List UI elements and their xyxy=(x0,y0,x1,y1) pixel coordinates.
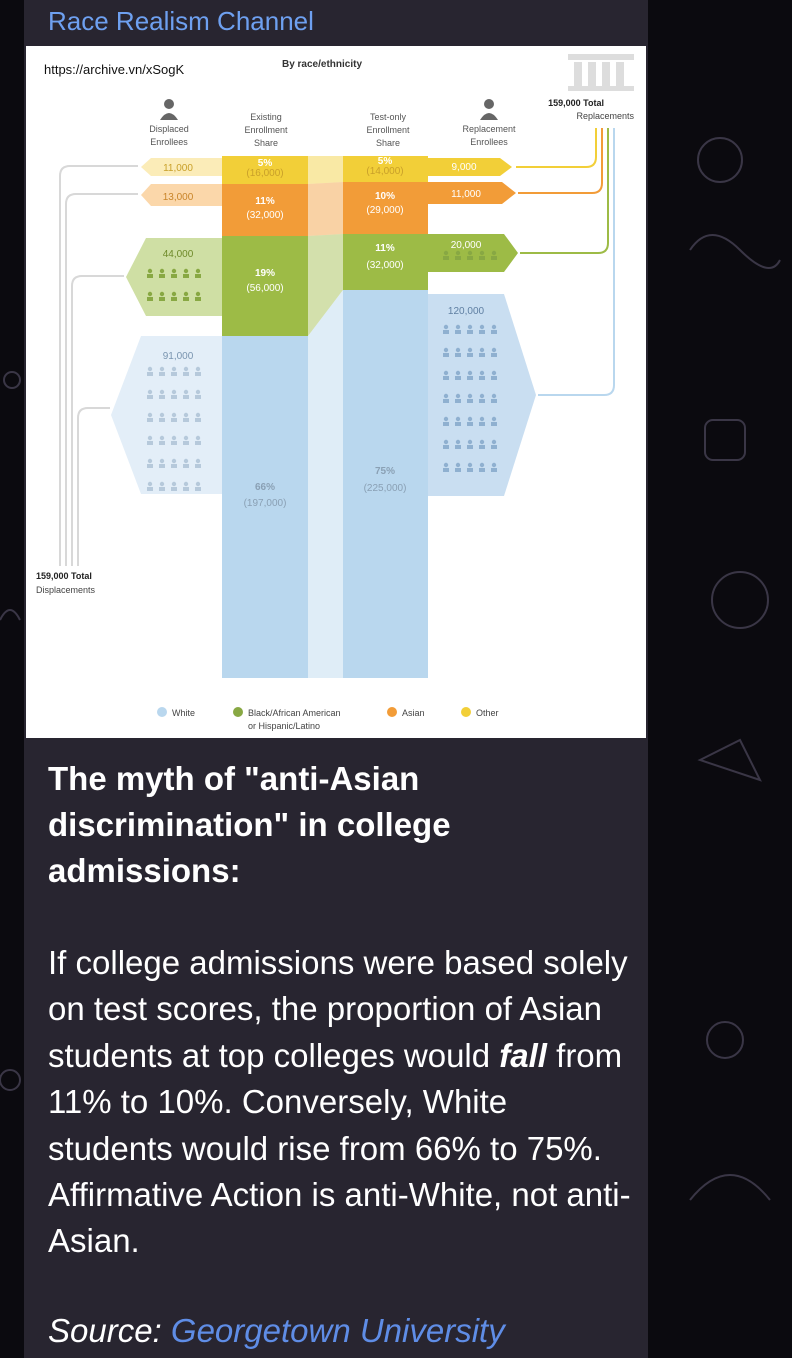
replacement-person-icon xyxy=(456,417,460,421)
displaced-person-icon xyxy=(148,292,152,296)
displaced-person-icon xyxy=(160,436,164,440)
displaced-person-icon xyxy=(148,436,152,440)
test-pct-2: 11% xyxy=(375,243,395,254)
legend-label-1: or Hispanic/Latino xyxy=(248,721,321,731)
replacement-person-icon xyxy=(455,256,461,260)
replacement-person-icon xyxy=(468,348,472,352)
displaced-person-icon xyxy=(159,297,165,301)
displaced-person-icon xyxy=(196,413,200,417)
replacement-person-icon xyxy=(468,325,472,329)
column-header: Replacement xyxy=(462,124,516,134)
column-header: Enrollees xyxy=(470,137,508,147)
replacement-person-icon xyxy=(444,463,448,467)
existing-count-2: (56,000) xyxy=(246,283,284,294)
displaced-person-icon xyxy=(195,274,201,278)
column-header: Share xyxy=(253,138,279,148)
source-link[interactable]: Georgetown University xyxy=(170,1312,505,1349)
replacement-person-icon xyxy=(492,325,496,329)
replacement-person-icon xyxy=(455,330,461,334)
total-replacements-label: 159,000 Total xyxy=(548,98,604,108)
building-base xyxy=(568,86,634,91)
displaced-person-icon xyxy=(196,482,200,486)
replacement-person-icon xyxy=(444,371,448,375)
replacement-person-icon xyxy=(492,394,496,398)
replacement-person-icon xyxy=(468,463,472,467)
displaced-person-icon xyxy=(160,459,164,463)
chart-image[interactable] xyxy=(26,46,646,738)
displaced-person-icon xyxy=(147,418,153,422)
transition-band-0 xyxy=(308,156,343,184)
replacement-person-icon xyxy=(480,417,484,421)
displaced-person-icon xyxy=(184,390,188,394)
channel-name[interactable]: Race Realism Channel xyxy=(48,6,314,36)
replacement-person-icon xyxy=(492,371,496,375)
legend-label-1: Black/African American xyxy=(248,708,341,718)
existing-pct-2: 19% xyxy=(254,268,276,279)
displaced-person-icon xyxy=(196,436,200,440)
displaced-count-3: 91,000 xyxy=(162,351,194,362)
test-count-1: (29,000) xyxy=(366,205,404,216)
displaced-person-icon xyxy=(172,459,176,463)
displaced-person-icon xyxy=(184,482,188,486)
displaced-person-icon xyxy=(160,292,164,296)
replacement-person-icon xyxy=(492,251,496,255)
displaced-person-icon xyxy=(195,297,201,301)
replacement-person-icon xyxy=(468,251,472,255)
replacement-person-icon xyxy=(468,371,472,375)
replacement-person-icon xyxy=(467,422,473,426)
replacement-person-icon xyxy=(480,394,484,398)
displaced-person-icon xyxy=(183,464,189,468)
displaced-person-icon xyxy=(183,274,189,278)
displaced-person-icon xyxy=(159,395,165,399)
right-connector-line xyxy=(516,128,596,167)
replacement-person-icon xyxy=(455,422,461,426)
replacement-person-icon xyxy=(468,394,472,398)
displaced-person-icon xyxy=(160,413,164,417)
displaced-person-icon xyxy=(184,436,188,440)
column-header: Share xyxy=(375,138,401,148)
replacement-person-icon xyxy=(491,376,497,380)
post-body-emphasis: fall xyxy=(499,1036,547,1074)
displaced-person-icon xyxy=(160,269,164,273)
building-column xyxy=(602,62,610,86)
existing-pct-0: 5% xyxy=(257,158,273,169)
replacement-person-icon xyxy=(467,330,473,334)
replacement-person-icon xyxy=(491,445,497,449)
displaced-person-icon xyxy=(172,292,176,296)
replacement-person-icon xyxy=(467,445,473,449)
displaced-person-icon xyxy=(196,292,200,296)
replacement-person-icon xyxy=(480,463,484,467)
test-pct-0: 5% xyxy=(377,156,393,167)
building-column xyxy=(574,62,582,86)
displaced-person-icon xyxy=(183,395,189,399)
person-icon xyxy=(480,113,498,120)
total-displacements-label: 159,000 Total xyxy=(36,571,92,581)
transition-band-1 xyxy=(308,182,343,236)
legend-label-3: Other xyxy=(476,708,499,718)
replacement-person-icon xyxy=(444,348,448,352)
displaced-person-icon xyxy=(196,390,200,394)
person-icon xyxy=(164,99,174,109)
replacement-person-icon xyxy=(456,251,460,255)
replacement-person-icon xyxy=(480,371,484,375)
replacement-person-icon xyxy=(444,440,448,444)
existing-pct-1: 11% xyxy=(255,196,275,207)
replacement-person-icon xyxy=(492,463,496,467)
displaced-person-icon xyxy=(183,441,189,445)
legend-swatch-0 xyxy=(157,707,167,717)
displaced-count-2: 44,000 xyxy=(162,249,194,260)
displaced-count-1: 13,000 xyxy=(162,192,194,203)
displaced-person-icon xyxy=(148,482,152,486)
displaced-person-icon xyxy=(148,269,152,273)
displaced-person-icon xyxy=(171,441,177,445)
replacement-person-icon xyxy=(468,440,472,444)
displaced-person-icon xyxy=(147,297,153,301)
legend-swatch-2 xyxy=(387,707,397,717)
test-pct-3: 75% xyxy=(374,466,396,477)
replacement-person-icon xyxy=(443,330,449,334)
replacement-person-icon xyxy=(443,422,449,426)
replacement-count-2: 20,000 xyxy=(450,240,482,251)
existing-count-3: (197,000) xyxy=(243,498,287,509)
displaced-person-icon xyxy=(171,395,177,399)
replacement-person-icon xyxy=(479,468,485,472)
building-icon xyxy=(568,54,634,60)
replacement-person-icon xyxy=(467,256,473,260)
replacement-person-icon xyxy=(468,417,472,421)
displaced-person-icon xyxy=(172,482,176,486)
displaced-person-icon xyxy=(159,372,165,376)
replacement-person-icon xyxy=(491,330,497,334)
displaced-person-icon xyxy=(172,269,176,273)
displaced-person-icon xyxy=(171,487,177,491)
displaced-person-icon xyxy=(172,413,176,417)
displaced-person-icon xyxy=(172,390,176,394)
displaced-person-icon xyxy=(184,292,188,296)
displaced-person-icon xyxy=(160,367,164,371)
displaced-person-icon xyxy=(160,482,164,486)
replacement-person-icon xyxy=(444,417,448,421)
displaced-person-icon xyxy=(148,459,152,463)
displaced-person-icon xyxy=(195,395,201,399)
replacement-person-icon xyxy=(443,256,449,260)
displaced-person-icon xyxy=(195,418,201,422)
displaced-person-icon xyxy=(159,464,165,468)
replacement-person-icon xyxy=(456,371,460,375)
displaced-person-icon xyxy=(147,464,153,468)
displaced-person-icon xyxy=(159,274,165,278)
displaced-person-icon xyxy=(147,274,153,278)
building-column xyxy=(588,62,596,86)
post-body-text-1: If college admissions were based solely on test scores, the proportion of Asian students at top colleges would xyxy=(48,944,628,1074)
replacement-person-icon xyxy=(456,394,460,398)
total-replacements-label: Replacements xyxy=(576,111,634,121)
existing-pct-3: 66% xyxy=(254,482,276,493)
replacement-person-icon xyxy=(443,399,449,403)
displaced-person-icon xyxy=(171,274,177,278)
replacement-person-icon xyxy=(479,445,485,449)
displaced-person-icon xyxy=(172,367,176,371)
replacement-person-icon xyxy=(480,251,484,255)
displaced-person-icon xyxy=(171,372,177,376)
replacement-person-icon xyxy=(491,353,497,357)
replacement-person-icon xyxy=(443,353,449,357)
displaced-person-icon xyxy=(171,297,177,301)
source-prefix: Source: xyxy=(48,1312,171,1349)
legend-swatch-3 xyxy=(461,707,471,717)
replacement-count-0: 9,000 xyxy=(451,162,477,173)
replacement-person-icon xyxy=(456,325,460,329)
displaced-person-icon xyxy=(184,413,188,417)
transition-band-3 xyxy=(308,290,343,678)
displaced-person-icon xyxy=(196,269,200,273)
replacement-person-icon xyxy=(479,399,485,403)
replacement-count-3: 120,000 xyxy=(447,306,485,317)
replacement-person-icon xyxy=(455,468,461,472)
legend-swatch-1 xyxy=(233,707,243,717)
replacement-person-icon xyxy=(492,348,496,352)
displaced-person-icon xyxy=(172,436,176,440)
displaced-person-icon xyxy=(195,487,201,491)
displaced-person-icon xyxy=(183,418,189,422)
person-icon xyxy=(484,99,494,109)
total-displacements-label: Displacements xyxy=(36,585,96,595)
replacement-person-icon xyxy=(444,394,448,398)
displaced-person-icon xyxy=(183,297,189,301)
replacement-person-icon xyxy=(491,468,497,472)
displaced-person-icon xyxy=(171,418,177,422)
replacement-person-icon xyxy=(480,325,484,329)
displaced-person-icon xyxy=(171,464,177,468)
legend-label-2: Asian xyxy=(402,708,425,718)
replacement-person-icon xyxy=(455,399,461,403)
replacement-person-icon xyxy=(443,376,449,380)
message-bubble xyxy=(24,0,648,1358)
test-count-2: (32,000) xyxy=(366,260,404,271)
replacement-person-icon xyxy=(492,440,496,444)
replacement-person-icon xyxy=(455,353,461,357)
post-body-text-2: from 11% to 10%. Conversely, White students would rise from 66% to 75%. Affirmative Action is anti-White, not anti-Asian. xyxy=(48,1036,631,1260)
right-connector-line xyxy=(520,128,608,253)
column-header: Displaced xyxy=(149,124,189,134)
replacement-person-icon xyxy=(467,399,473,403)
displaced-person-icon xyxy=(148,367,152,371)
replacement-person-icon xyxy=(492,417,496,421)
displaced-person-icon xyxy=(184,459,188,463)
displaced-person-icon xyxy=(196,459,200,463)
displaced-person-icon xyxy=(159,418,165,422)
post-body xyxy=(48,940,638,1265)
building-column xyxy=(616,62,624,86)
displaced-person-icon xyxy=(147,395,153,399)
displaced-person-icon xyxy=(183,372,189,376)
source-line xyxy=(48,1312,505,1350)
test-count-3: (225,000) xyxy=(363,483,407,494)
displaced-count-0: 11,000 xyxy=(163,163,193,174)
replacement-person-icon xyxy=(456,463,460,467)
displaced-person-icon xyxy=(159,441,165,445)
column-header: Enrollment xyxy=(244,125,288,135)
replacement-person-icon xyxy=(479,353,485,357)
test-pct-1: 10% xyxy=(374,191,396,202)
replacement-person-icon xyxy=(479,256,485,260)
displaced-person-icon xyxy=(147,372,153,376)
sankey-chart xyxy=(26,46,646,738)
left-connector-line xyxy=(78,408,110,566)
replacement-person-icon xyxy=(443,445,449,449)
right-connector-line xyxy=(518,128,602,193)
displaced-person-icon xyxy=(195,372,201,376)
displaced-person-icon xyxy=(159,487,165,491)
replacement-person-icon xyxy=(491,399,497,403)
replacement-person-icon xyxy=(455,376,461,380)
replacement-person-icon xyxy=(479,330,485,334)
displaced-person-icon xyxy=(184,269,188,273)
replacement-person-icon xyxy=(479,376,485,380)
person-icon xyxy=(160,113,178,120)
displaced-person-icon xyxy=(195,441,201,445)
replacement-person-icon xyxy=(491,422,497,426)
replacement-person-icon xyxy=(491,256,497,260)
replacement-person-icon xyxy=(480,440,484,444)
replacement-person-icon xyxy=(455,445,461,449)
replacement-person-icon xyxy=(479,422,485,426)
column-header: Enrollees xyxy=(150,137,188,147)
column-header: Test-only xyxy=(369,112,407,122)
replacement-count-1: 11,000 xyxy=(451,189,481,200)
replacement-person-icon xyxy=(444,325,448,329)
displaced-person-icon xyxy=(196,367,200,371)
displaced-person-icon xyxy=(147,487,153,491)
legend-label-0: White xyxy=(172,708,196,718)
replacement-person-icon xyxy=(443,468,449,472)
displaced-person-icon xyxy=(183,487,189,491)
post-title: The myth of "anti-Asian discrimination" in college admissions: xyxy=(48,760,451,889)
replacement-person-icon xyxy=(467,376,473,380)
replacement-person-icon xyxy=(456,440,460,444)
displaced-person-icon xyxy=(184,367,188,371)
replacement-person-icon xyxy=(456,348,460,352)
existing-count-1: (32,000) xyxy=(246,210,284,221)
test-count-0: (14,000) xyxy=(366,166,404,177)
replacement-person-icon xyxy=(467,468,473,472)
replacement-person-icon xyxy=(444,251,448,255)
displaced-person-icon xyxy=(147,441,153,445)
displaced-person-icon xyxy=(195,464,201,468)
existing-count-0: (16,000) xyxy=(246,168,284,179)
column-header: Existing xyxy=(250,112,282,122)
chart-url: https://archive.vn/xSogK xyxy=(44,62,185,77)
replacement-person-icon xyxy=(480,348,484,352)
chart-title: By race/ethnicity xyxy=(281,59,363,70)
displaced-person-icon xyxy=(148,413,152,417)
displaced-person-icon xyxy=(160,390,164,394)
column-header: Enrollment xyxy=(366,125,410,135)
displaced-person-icon xyxy=(148,390,152,394)
replacement-person-icon xyxy=(467,353,473,357)
